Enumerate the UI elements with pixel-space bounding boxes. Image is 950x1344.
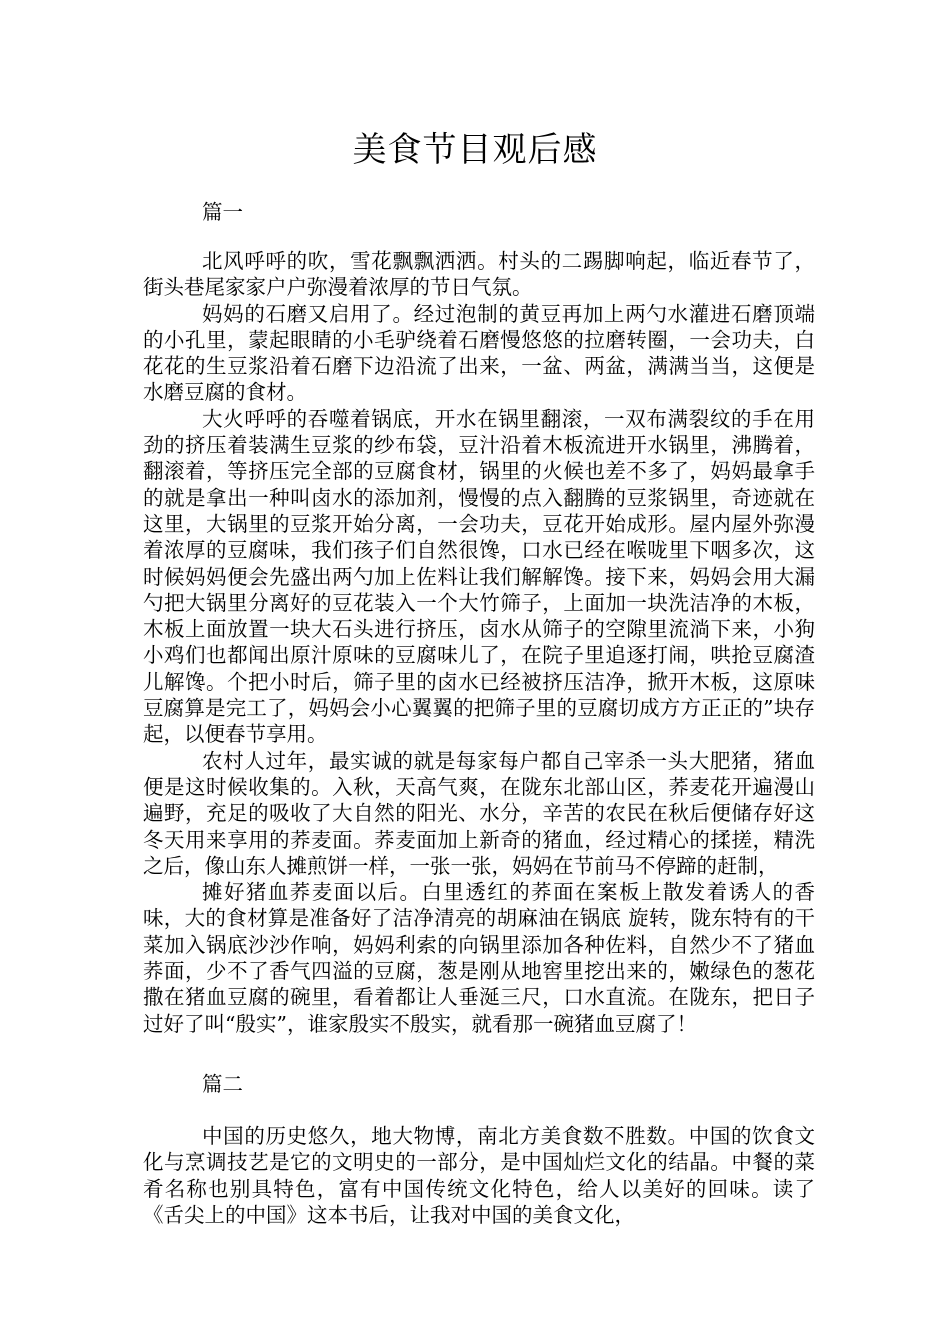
- section-body-1: [143, 248, 815, 1037]
- paragraph: 农村人过年，最实诚的就是每家每户都自己宰杀一头大肥猪，猪血便是这时候收集的。入秋，天高气爽，在陇东北部山区，荞麦花开遍漫山遍野，充足的吸收了大自然的阳光、水分，辛苦的农民在秋后便储存好这冬天用来享用的荞麦面。荞麦面加上新奇的猪血，经过精心的揉搓，精洗之后，像山东人摊煎饼一样，一张一张，妈妈在节前马不停蹄的赶制，: [143, 748, 815, 878]
- paragraph: 中国的历史悠久，地大物博，南北方美食数不胜数。中国的饮食文化与烹调技艺是它的文明史的一部分，是中国灿烂文化的结晶。中餐的菜肴名称也别具特色，富有中国传统文化特色，给人以美好的回味。读了《舌尖上的中国》这本书后，让我对中国的美食文化，: [143, 1124, 815, 1227]
- section-heading-1: 篇一: [202, 200, 243, 224]
- section-heading-2: 篇二: [202, 1072, 243, 1096]
- paragraph: 北风呼呼的吹，雪花飘飘洒洒。村头的二踢脚响起，临近春节了，街头巷尾家家户户弥漫着浓厚的节日气氛。: [143, 249, 815, 300]
- paragraph: 大火呼呼的吞噬着锅底，开水在锅里翻滚，一双布满裂纹的手在用劲的挤压着装满生豆浆的纱布袋，豆汁沿着木板流进开水锅里，沸腾着，翻滚着，等挤压完全部的豆腐食材，锅里的火候也差不多了，妈妈最拿手的就是拿出一种叫卤水的添加剂，慢慢的点入翻腾的豆浆锅里，奇迹就在这里，大锅里的豆浆开始分离，一会功夫，豆花开始成形。屋内屋外弥漫着浓厚的豆腐味，我们孩子们自然很馋，口水已经在喉咙里下咽多次，这时候妈妈便会先盛出两勺加上佐料让我们解解馋。接下来，妈妈会用大漏勺把大锅里分离好的豆花装入一个大竹筛子，上面加一块洗洁净的木板，木板上面放置一块大石头进行挤压，卤水从筛子的空隙里流淌下来，小狗小鸡们也都闻出原汁原味的豆腐味儿了，在院子里追逐打闹，哄抢豆腐渣儿解馋。个把小时后，筛子里的卤水已经被挤压洁净，掀开木板，这原味豆腐算是完工了，妈妈会小心翼翼的把筛子里的豆腐切成方方正正的”块存起，以便春节享用。: [143, 406, 815, 747]
- paragraph: 摊好猪血荞麦面以后。白里透红的荞面在案板上散发着诱人的香味，大的食材算是准备好了洁净清亮的胡麻油在锅底 旋转，陇东特有的干菜加入锅底沙沙作响，妈妈利索的向锅里添加各种佐料，自然少不了猪血荞面，少不了香气四溢的豆腐，葱是刚从地窖里挖出来的，嫩绿色的葱花撒在猪血豆腐的碗里，看着都让人垂涎三尺，口水直流。在陇东，把日子过好了叫“殷实”，谁家殷实不殷实，就看那一碗猪血豆腐了！: [143, 880, 815, 1036]
- paragraph: 妈妈的石磨又启用了。经过泡制的黄豆再加上两勺水灌进石磨顶端的小孔里，蒙起眼睛的小毛驴绕着石磨慢悠悠的拉磨转圈，一会功夫，白花花的生豆浆沿着石磨下边沿流了出来，一盆、两盆，满满当当，这便是水磨豆腐的食材。: [143, 301, 815, 405]
- page-title: 美食节目观后感: [352, 130, 598, 170]
- section-body-2: [143, 1123, 815, 1228]
